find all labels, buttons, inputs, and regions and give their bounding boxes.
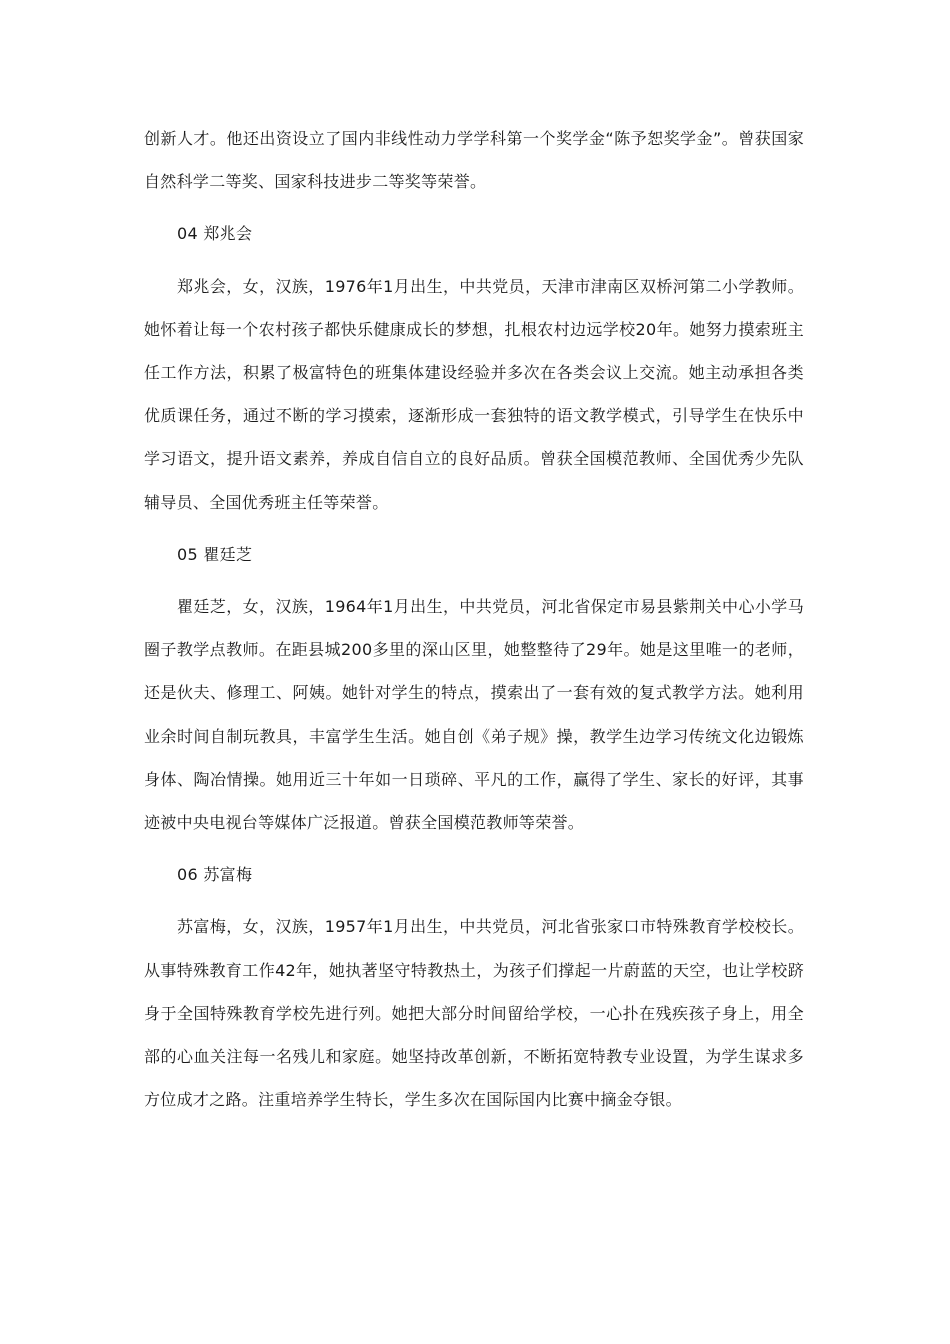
paragraph-intro-continuation: 创新人才。他还出资设立了国内非线性动力学学科第一个奖学金“陈予恕奖学金”。曾获国家自然科学二等奖、国家科技进步二等奖等荣誉。: [144, 129, 804, 192]
section-heading-04: 04 郑兆会: [177, 224, 253, 244]
paragraph-su-fumei: 苏富梅，女，汉族，1957年1月出生，中共党员，河北省张家口市特殊教育学校校长。从事特殊教育工作42年，她执著坚守特教热土，为孩子们撑起一片蔚蓝的天空，也让学校跻身于全国特殊教育学校先进行列。她把大部分时间留给学校，一心扑在残疾孩子身上，用全部的心血关注每一名残儿和家庭。她坚持改革创新，不断拓宽特教专业设置，为学生谋求多方位成才之路。注重培养学生特长，学生多次在国际国内比赛中摘金夺银。: [144, 917, 804, 1110]
paragraph-zheng-zhaohui: 郑兆会，女，汉族，1976年1月出生，中共党员，天津市津南区双桥河第二小学教师。她怀着让每一个农村孩子都快乐健康成长的梦想，扎根农村边远学校20年。她努力摸索班主任工作方法，积累了极富特色的班集体建设经验并多次在各类会议上交流。她主动承担各类优质课任务，通过不断的学习摸索，逐渐形成一套独特的语文教学模式，引导学生在快乐中学习语文，提升语文素养，养成自信自立的良好品质。曾获全国模范教师、全国优秀少先队辅导员、全国优秀班主任等荣誉。: [144, 276, 804, 512]
section-heading-06: 06 苏富梅: [177, 865, 253, 885]
paragraph-qu-tingzhi: 瞿廷芝，女，汉族，1964年1月出生，中共党员，河北省保定市易县紫荆关中心小学马圈子教学点教师。在距县城200多里的深山区里，她整整待了29年。她是这里唯一的老师，还是伙夫、修理工、阿姨。她针对学生的特点，摸索出了一套有效的复式教学方法。她利用业余时间自制玩教具，丰富学生生活。她自创《弟子规》操，教学生边学习传统文化边锻炼身体、陶冶情操。她用近三十年如一日琐碎、平凡的工作，赢得了学生、家长的好评，其事迹被中央电视台等媒体广泛报道。曾获全国模范教师等荣誉。: [144, 597, 804, 833]
document-body: [144, 117, 804, 1121]
section-heading-05: 05 瞿廷芝: [177, 544, 253, 564]
